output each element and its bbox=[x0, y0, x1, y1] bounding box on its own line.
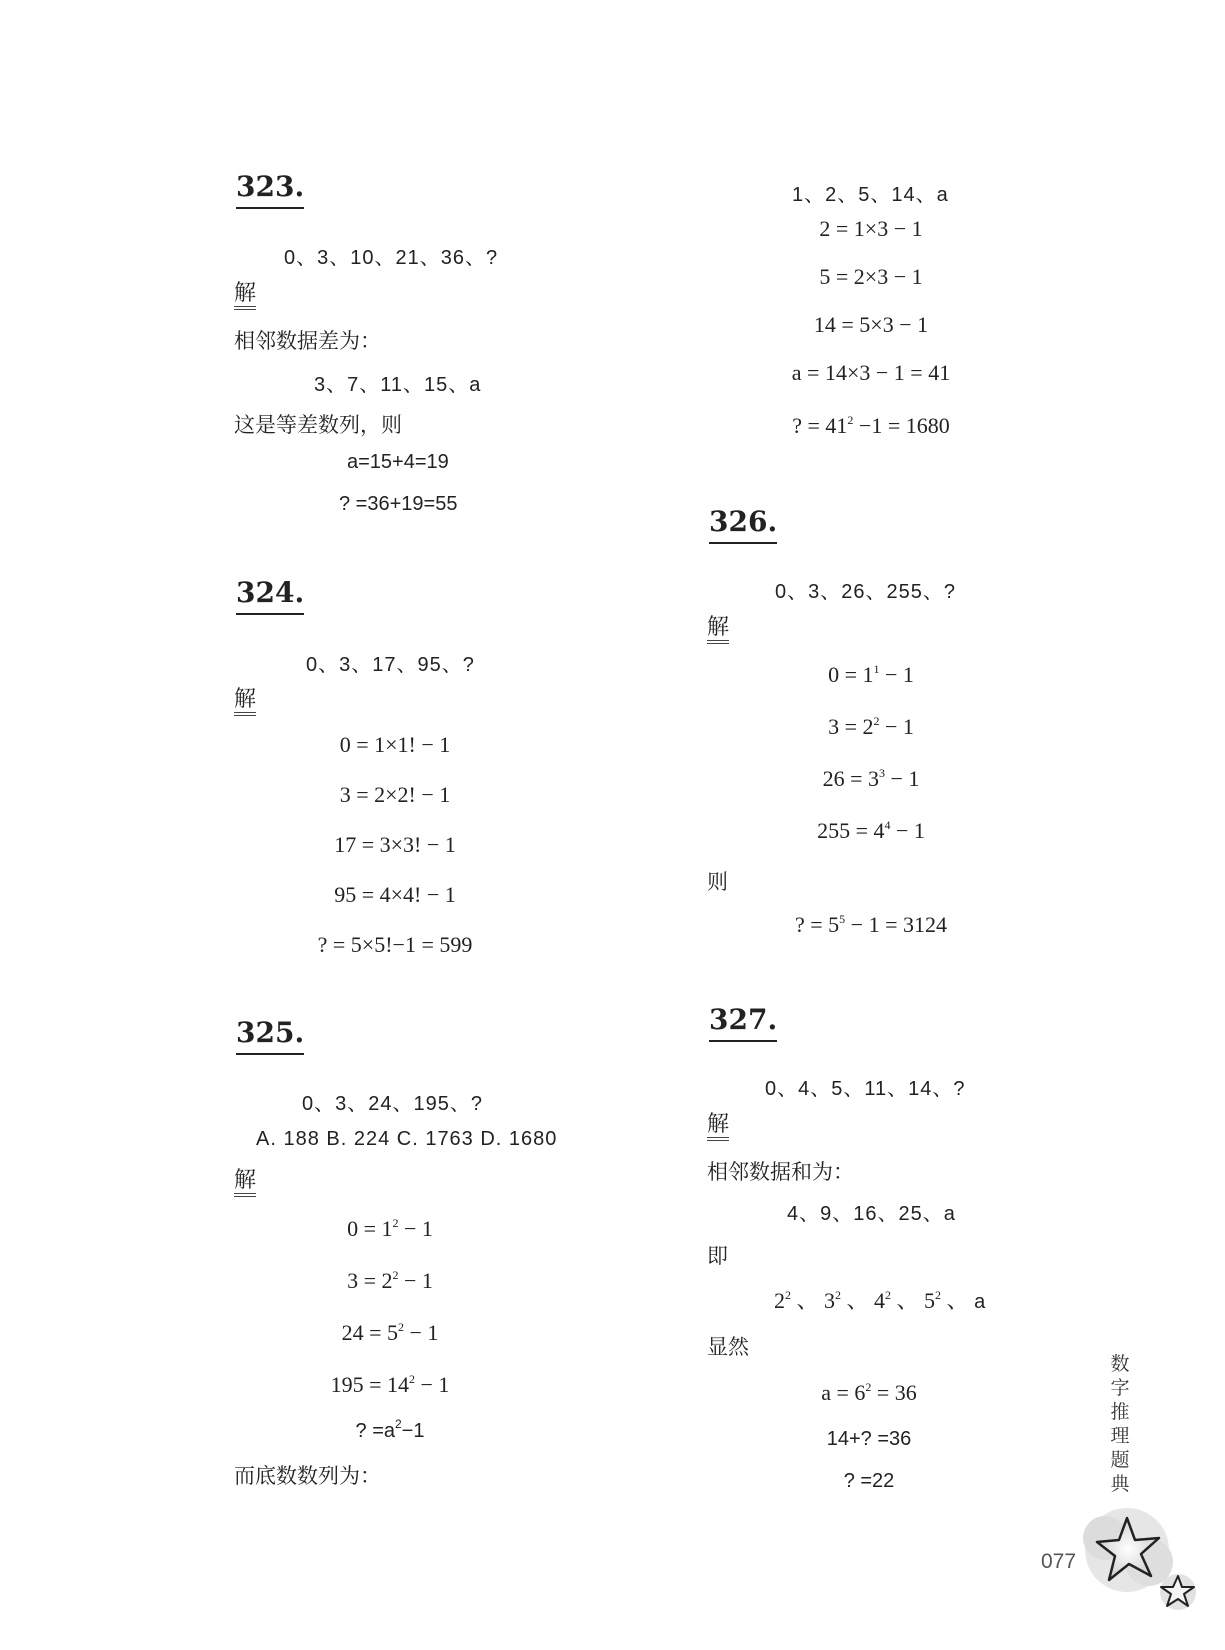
problem-326-then: 则 bbox=[707, 870, 728, 894]
problem-323-number: 323. bbox=[236, 172, 304, 209]
problem-324-sequence: 0、3、17、95、? bbox=[306, 654, 475, 676]
problem-324-eq-1: 0 = 1×1! − 1 bbox=[339, 732, 451, 757]
problem-325-options: A. 188 B. 224 C. 1763 D. 1680 bbox=[256, 1128, 558, 1150]
problem-327-text-1: 相邻数据和为： bbox=[707, 1160, 854, 1184]
problem-327-squares: $2^2$ 、 $3^2$ 、 $4^2$ 、 $5^2$ 、 a bbox=[774, 1288, 986, 1313]
problem-324-eq-3: 17 = 3×3! − 1 bbox=[334, 832, 456, 857]
problem-323-text-2: 这是等差数列，则 bbox=[234, 413, 402, 437]
problem-326-eq-4: $255 = 4^4 - 1$ bbox=[817, 818, 925, 843]
problem-325-sequence: 0、3、24、195、? bbox=[302, 1093, 483, 1115]
problem-323-sequence: 0、3、10、21、36、? bbox=[284, 247, 499, 269]
page-number: 077 bbox=[1041, 1550, 1077, 1573]
problem-325-answer: ? = $41^2 -1 = 1680$ bbox=[792, 413, 950, 438]
problem-326-eq-1: $0 = 1^1 - 1$ bbox=[828, 662, 914, 687]
problem-323-solution-label: 解 bbox=[234, 281, 256, 310]
problem-323-text-1: 相邻数据差为： bbox=[234, 329, 381, 353]
problem-325-base-eq-3: 14 = 5×3 − 1 bbox=[813, 312, 929, 337]
problem-323-calc-a: a=15+4=19 bbox=[347, 451, 449, 473]
problem-325-eq-3: $24 = 5^2 - 1$ bbox=[341, 1320, 439, 1345]
problem-324-number: 324. bbox=[236, 578, 304, 615]
problem-325-number: 325. bbox=[236, 1018, 304, 1055]
problem-325-base-eq-1: 2 = 1×3 − 1 bbox=[819, 216, 923, 241]
problem-327-eq-c: ? =22 bbox=[843, 1470, 895, 1492]
star-decoration-icon bbox=[1075, 1500, 1205, 1620]
problem-324-eq-5: ? = 5×5!−1 = 599 bbox=[317, 932, 473, 957]
problem-327-number: 327. bbox=[709, 1005, 777, 1042]
problem-326-eq-2: $3 = 2^2 - 1$ bbox=[828, 714, 914, 739]
problem-327-eq-b: 14+? =36 bbox=[826, 1428, 912, 1450]
problem-327-sequence: 0、4、5、11、14、? bbox=[765, 1078, 966, 1100]
problem-325-text-end: 而底数数列为： bbox=[234, 1464, 381, 1488]
problem-327-xianran: 显然 bbox=[707, 1335, 749, 1359]
problem-323-calc-q: ? =36+19=55 bbox=[339, 493, 458, 515]
problem-327-sums: 4、9、16、25、a bbox=[787, 1203, 956, 1225]
problem-324-solution-label: 解 bbox=[234, 687, 256, 716]
problem-325-eq-5: ? $=a^2-1$ bbox=[355, 1417, 425, 1442]
problem-325-eq-1: $0 = 1^2 - 1$ bbox=[347, 1216, 433, 1241]
problem-325-base-eq-2: 5 = 2×3 − 1 bbox=[819, 264, 923, 289]
book-title-vertical: 数字推理题典 bbox=[1110, 1353, 1130, 1495]
problem-325-eq-4: $195 = 14^2 - 1$ bbox=[330, 1372, 450, 1397]
problem-327-eq-a: $a = 6^2 = 36$ bbox=[821, 1380, 917, 1405]
problem-325-eq-2: $3 = 2^2 - 1$ bbox=[347, 1268, 433, 1293]
problem-326-answer: ? = $5^5 - 1 = 3124$ bbox=[795, 912, 947, 937]
problem-327-solution-label: 解 bbox=[707, 1112, 729, 1141]
problem-325-solution-label: 解 bbox=[234, 1168, 256, 1197]
problem-326-solution-label: 解 bbox=[707, 615, 729, 644]
problem-324-eq-2: 3 = 2×2! − 1 bbox=[339, 782, 451, 807]
problem-327-ji: 即 bbox=[707, 1244, 728, 1268]
problem-326-sequence: 0、3、26、255、? bbox=[775, 581, 956, 603]
problem-325-base-eq-4: a = 14×3 − 1 = 41 bbox=[791, 360, 951, 385]
problem-324-eq-4: 95 = 4×4! − 1 bbox=[334, 882, 456, 907]
problem-323-diffs: 3、7、11、15、a bbox=[314, 374, 482, 396]
problem-325-bases: 1、2、5、14、a bbox=[792, 184, 949, 206]
problem-326-eq-3: $26 = 3^3 - 1$ bbox=[822, 766, 920, 791]
problem-326-number: 326. bbox=[709, 507, 777, 544]
